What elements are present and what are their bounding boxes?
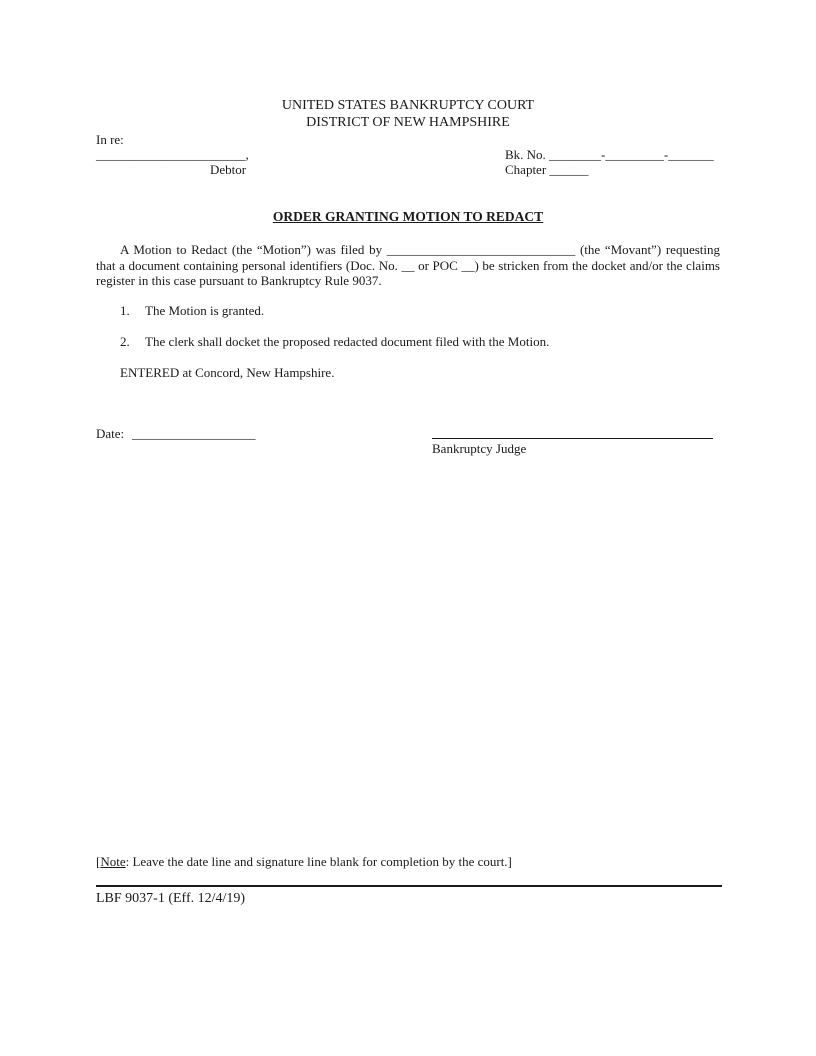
court-district: DISTRICT OF NEW HAMPSHIRE [306,115,510,130]
form-identifier: LBF 9037-1 (Eff. 12/4/19) [96,891,246,906]
in-re-label: In re: [96,132,124,147]
intro-paragraph [96,242,720,289]
note-bracket: [ [96,854,101,869]
item-number: 2. [120,334,130,349]
bankruptcy-number: Bk. No. ________-_________-_______ [505,147,714,162]
completion-note [96,854,512,870]
entered-statement: ENTERED at Concord, New Hampshire. [120,365,335,380]
court-name: UNITED STATES BANKRUPTCY COURT [281,98,535,113]
chapter-number: Chapter ______ [505,162,589,177]
note-text: : Leave the date line and signature line blank for completion by the court.] [125,854,512,869]
debtor-label: Debtor [210,162,247,177]
debtor-name-blank: _______________________, [96,147,249,162]
date-blank: ___________________ [132,426,256,441]
date-label: Date: [96,426,125,441]
item-text: The Motion is granted. [145,303,265,318]
footer-rule [96,885,722,887]
signature-line [432,438,713,439]
item-text: The clerk shall docket the proposed redacted document filed with the Motion. [145,334,550,349]
judge-label: Bankruptcy Judge [432,441,527,456]
intro-text: A Motion to Redact (the “Motion”) was filed by _____________________________ (the “Movant”) requesting that a document containing personal identifiers (Doc. No. __ or POC __) be stricken from the docket and/or the claims register in this case pursuant to Bankruptcy Rule 9037. [96,242,720,288]
order-title: ORDER GRANTING MOTION TO REDACT [272,209,544,224]
note-label: Note [100,854,126,869]
item-number: 1. [120,303,130,318]
